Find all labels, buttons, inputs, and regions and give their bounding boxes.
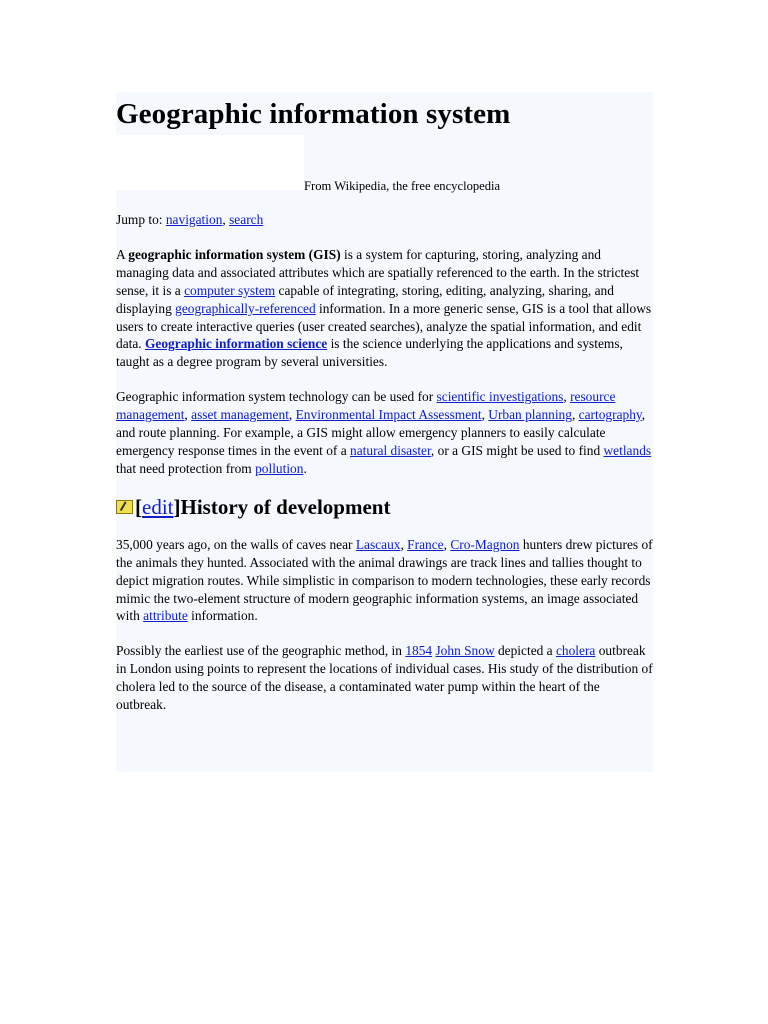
link-france[interactable]: France <box>407 536 444 552</box>
link-john-snow[interactable]: John Snow <box>435 643 495 659</box>
text: hunters drew pictures of the animals they hunted. Associated with the animal drawings are track lines and tallies thought to depict migration routes. While simplistic in comparison to modern technologies, these early records mimic the two-element structure of modern geographic information systems, an image associated with <box>116 536 653 624</box>
text: Possibly the earliest use of the geographic method, in <box>116 643 406 659</box>
link-environmental-impact-assessment[interactable]: Environmental Impact Assessment <box>295 407 482 423</box>
link-1854[interactable]: 1854 <box>405 643 433 659</box>
link-pollution[interactable]: pollution <box>255 460 304 476</box>
page-title: Geographic information system <box>116 98 511 130</box>
link-resource-management[interactable]: resource management <box>116 389 616 423</box>
link-cartography[interactable]: cartography <box>578 407 642 423</box>
section-title: History of development <box>180 494 391 519</box>
history-paragraph-2 <box>116 642 653 714</box>
text: , or a GIS might be used to find <box>430 442 604 458</box>
text: Geographic information system technology can be used for <box>116 389 437 405</box>
text: . <box>303 460 307 476</box>
link-urban-planning[interactable]: Urban planning <box>488 407 572 423</box>
site-subtitle: From Wikipedia, the free encyclopedia <box>304 179 501 193</box>
link-attribute[interactable]: attribute <box>143 608 188 624</box>
link-cholera[interactable]: cholera <box>555 643 596 659</box>
text: is the science underlying the applications and systems, taught as a degree program by several universities. <box>116 336 623 370</box>
link-scientific-investigations[interactable]: scientific investigations <box>436 389 564 405</box>
text: , and route planning. For example, a GIS might allow emergency planners to easily calculate emergency response times in the event of a <box>116 407 646 458</box>
link-natural-disaster[interactable]: natural disaster <box>350 442 431 458</box>
text: information. <box>187 608 258 624</box>
article <box>116 92 653 714</box>
text: information. In a more generic sense, GIS is a tool that allows users to create interactive queries (user created searches), analyze the spatial information, and edit data. <box>116 300 652 352</box>
section-heading <box>116 492 653 522</box>
bracket-close: ] <box>173 494 181 519</box>
text: , <box>443 536 451 552</box>
link-wetlands[interactable]: wetlands <box>603 442 652 458</box>
intro-paragraph <box>116 246 653 371</box>
edit-icon[interactable] <box>116 500 133 514</box>
uses-paragraph <box>116 388 653 478</box>
edit-section-link[interactable]: edit <box>142 494 174 519</box>
link-cro-magnon[interactable]: Cro-Magnon <box>450 536 520 552</box>
jump-to <box>116 211 653 229</box>
jump-navigation-link[interactable]: navigation <box>165 212 223 227</box>
bracket-open: [ <box>135 494 142 519</box>
text: that need protection from <box>116 460 256 476</box>
text: , <box>400 536 408 552</box>
jump-search-link[interactable]: search <box>229 212 264 227</box>
text: A <box>116 246 129 262</box>
text: , <box>184 407 192 423</box>
link-geographically-referenced[interactable]: geographically-referenced <box>175 300 316 316</box>
text: is a system for capturing, storing, analyzing and managing data and associated attributes which are spatially referenced to the earth. In the strictest sense, it is a <box>116 246 640 298</box>
jump-label: Jump to: <box>116 212 166 227</box>
text: , <box>571 407 579 423</box>
text: depicted a <box>494 643 556 659</box>
text: , <box>288 407 296 423</box>
bold-term: geographic information system (GIS) <box>128 246 341 262</box>
history-paragraph-1 <box>116 536 653 626</box>
text: 35,000 years ago, on the walls of caves near <box>116 536 356 552</box>
link-asset-management[interactable]: asset management <box>191 407 289 423</box>
jump-separator: , <box>222 212 230 227</box>
text: outbreak in London using points to represent the locations of individual cases. His study of the distribution of cholera led to the source of the disease, a contaminated water pump within the heart of the outbreak. <box>116 643 653 713</box>
link-geographic-information-science[interactable]: Geographic information science <box>145 336 328 352</box>
link-computer-system[interactable]: computer system <box>184 282 276 298</box>
link-lascaux[interactable]: Lascaux <box>355 536 401 552</box>
text: , <box>563 389 571 405</box>
text: capable of integrating, storing, editing, analyzing, sharing, and displaying <box>116 282 614 316</box>
text: , <box>481 407 489 423</box>
